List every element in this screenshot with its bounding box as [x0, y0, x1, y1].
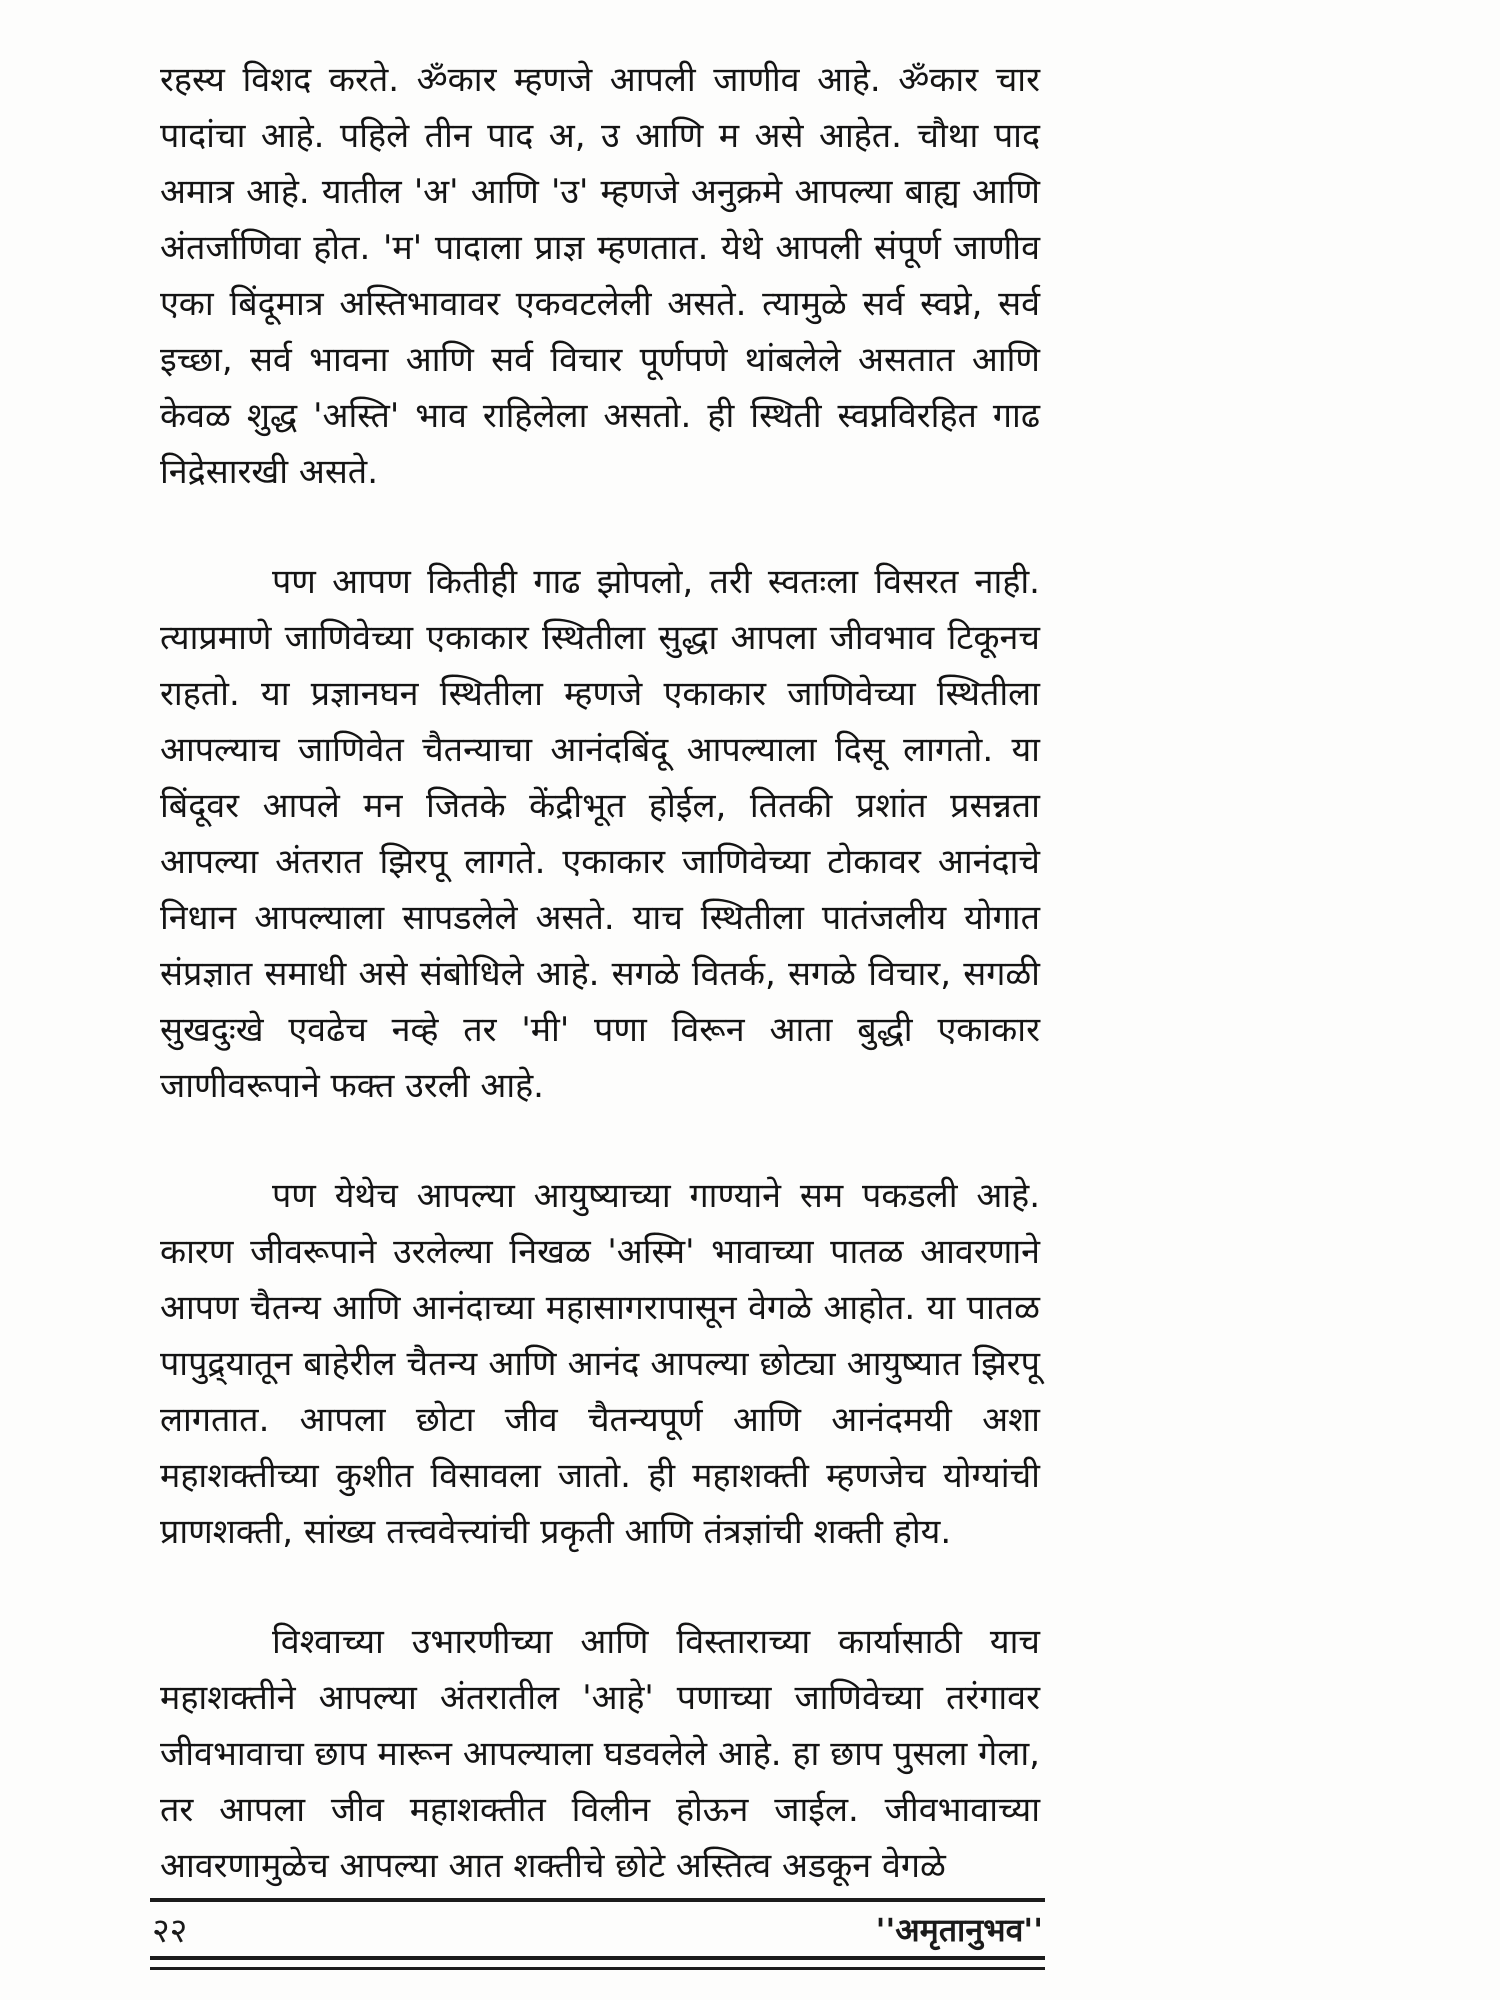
page-footer: [150, 1898, 1045, 1970]
footer-row: [150, 1902, 1045, 1956]
page-number: २२: [152, 1911, 188, 1951]
paragraph-4: विश्वाच्या उभारणीच्या आणि विस्ताराच्या कार्यासाठी याच महाशक्तीने आपल्या अंतरातील 'आहे' पणाच्या जाणिवेच्या तरंगावर जीवभावाचा छाप मारून आपल्याला घडवलेले आहे. हा छाप पुसला गेला, तर आपला जीव महाशक्तीत विलीन होऊन जाईल. जीवभावाच्या आवरणामुळेच आपल्या आत शक्तीचे छोटे अस्तित्व अडकून वेगळे: [160, 1622, 1040, 1886]
book-title: ''अमृतानुभव'': [875, 1910, 1043, 1949]
paragraph-3: पण येथेच आपल्या आयुष्याच्या गाण्याने सम पकडली आहे. कारण जीवरूपाने उरलेल्या निखळ 'अस्मि' भावाच्या पातळ आवरणाने आपण चैतन्य आणि आनंदाच्या महासागरापासून वेगळे आहोत. या पातळ पापुद्र्यातून बाहेरील चैतन्य आणि आनंद आपल्या छोट्या आयुष्यात झिरपू लागतात. आपला छोटा जीव चैतन्यपूर्ण आणि आनंदमयी अशा महाशक्तीच्या कुशीत विसावला जातो. ही महाशक्ती म्हणजेच योग्यांची प्राणशक्ती, सांख्य तत्त्ववेत्त्यांची प्रकृती आणि तंत्रज्ञांची शक्ती होय.: [160, 1176, 1040, 1552]
footer-bottom-double-rule: [150, 1956, 1045, 1970]
paragraph-2: पण आपण कितीही गाढ झोपलो, तरी स्वतःला विसरत नाही. त्याप्रमाणे जाणिवेच्या एकाकार स्थितीला सुद्धा आपला जीवभाव टिकूनच राहतो. या प्रज्ञानघन स्थितीला म्हणजे एकाकार जाणिवेच्या स्थितीला आपल्याच जाणिवेत चैतन्याचा आनंदबिंदू आपल्याला दिसू लागतो. या बिंदूवर आपले मन जितके केंद्रीभूत होईल, तितकी प्रशांत प्रसन्नता आपल्या अंतरात झिरपू लागते. एकाकार जाणिवेच्या टोकावर आनंदाचे निधान आपल्याला सापडलेले असते. याच स्थितीला पातंजलीय योगात संप्रज्ञात समाधी असे संबोधिले आहे. सगळे वितर्क, सगळे विचार, सगळी सुखदुःखे एवढेच नव्हे तर 'मी' पणा विरून आता बुद्धी एकाकार जाणीवरूपाने फक्त उरली आहे.: [160, 562, 1040, 1106]
body-text: [160, 52, 1040, 1894]
paragraph-1: रहस्य विशद करते. ॐकार म्हणजे आपली जाणीव आहे. ॐकार चार पादांचा आहे. पहिले तीन पाद अ, उ आणि म असे आहेत. चौथा पाद अमात्र आहे. यातील 'अ' आणि 'उ' म्हणजे अनुक्रमे आपल्या बाह्य आणि अंतर्जाणिवा होत. 'म' पादाला प्राज्ञ म्हणतात. येथे आपली संपूर्ण जाणीव एका बिंदूमात्र अस्तिभावावर एकवटलेली असते. त्यामुळे सर्व स्वप्ने, सर्व इच्छा, सर्व भावना आणि सर्व विचार पूर्णपणे थांबलेले असतात आणि केवळ शुद्ध 'अस्ति' भाव राहिलेला असतो. ही स्थिती स्वप्नविरहित गाढ निद्रेसारखी असते.: [160, 60, 1040, 492]
